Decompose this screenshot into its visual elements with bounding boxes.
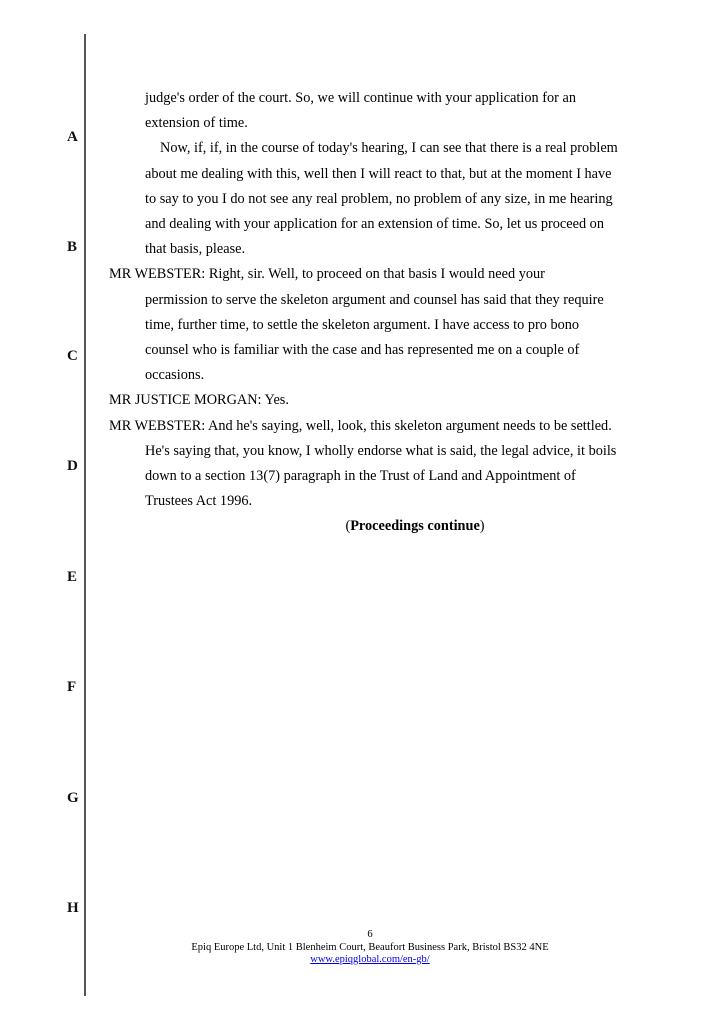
margin-letter-h: H (67, 900, 79, 916)
transcript-line: permission to serve the skeleton argument and counsel has said that they require (145, 291, 604, 308)
speaker-paragraph-webster-1 (109, 262, 649, 388)
footer-website-link[interactable]: www.epiqglobal.com/en-gb/ (310, 954, 430, 965)
transcript-line: time, further time, to settle the skeleton argument. I have access to pro bono (145, 316, 580, 333)
page-footer (160, 929, 580, 967)
transcript-line: down to a section 13(7) paragraph in the Trust of Land and Appointment of (145, 468, 576, 485)
transcript-line: occasions. (145, 367, 205, 384)
page-number: 6 (367, 929, 373, 940)
margin-letter-c: C (67, 348, 78, 364)
transcript-line: judge's order of the court. So, we will continue with your application for an (145, 90, 576, 106)
margin-letter-a: A (67, 129, 78, 145)
speaker-paragraph-morgan (109, 388, 649, 413)
transcript-line: MR WEBSTER: Right, sir. Well, to proceed on that basis I would need your (109, 266, 545, 283)
margin-letter-d: D (67, 458, 78, 474)
transcript-line: Trustees Act 1996. (145, 493, 253, 510)
judge-paragraph (109, 136, 649, 262)
transcript-line: counsel who is familiar with the case and has represented me on a couple of (145, 342, 580, 359)
left-margin-rule (84, 34, 86, 996)
transcript-line: He's saying that, you know, I wholly endorse what is said, the legal advice, it boils (145, 442, 617, 459)
continue-close-paren: ) (479, 518, 485, 535)
proceedings-continue-note (109, 514, 649, 539)
continue-label: Proceedings continue (350, 518, 480, 535)
transcript-line: MR JUSTICE MORGAN: Yes. (109, 392, 289, 409)
transcript-line: and dealing with your application for an extension of time. So, let us proceed on (145, 216, 604, 233)
margin-letter-g: G (67, 790, 79, 806)
margin-letter-b: B (67, 239, 78, 255)
speaker-paragraph-webster-2 (109, 414, 649, 515)
continue-open-paren: ( (345, 518, 351, 535)
margin-letter-f: F (67, 679, 77, 695)
transcript-line: about me dealing with this, well then I will react to that, but at the moment I have (145, 165, 612, 182)
transcript-line: Now, if, if, in the course of today's hearing, I can see that there is a real problem (160, 140, 618, 157)
transcript-line: that basis, please. (145, 241, 246, 258)
transcript-line: to say to you I do not see any real problem, no problem of any size, in me hearing (145, 190, 613, 207)
margin-letter-e: E (67, 569, 78, 585)
transcript-line: MR WEBSTER: And he's saying, well, look, this skeleton argument needs to be settled. (109, 417, 612, 434)
judge-continuation-paragraph (109, 86, 649, 136)
transcript-line: extension of time. (145, 115, 248, 132)
footer-company-address: Epiq Europe Ltd, Unit 1 Blenheim Court, Beaufort Business Park, Bristol BS32 4NE (191, 941, 549, 953)
transcript-body (109, 86, 649, 540)
